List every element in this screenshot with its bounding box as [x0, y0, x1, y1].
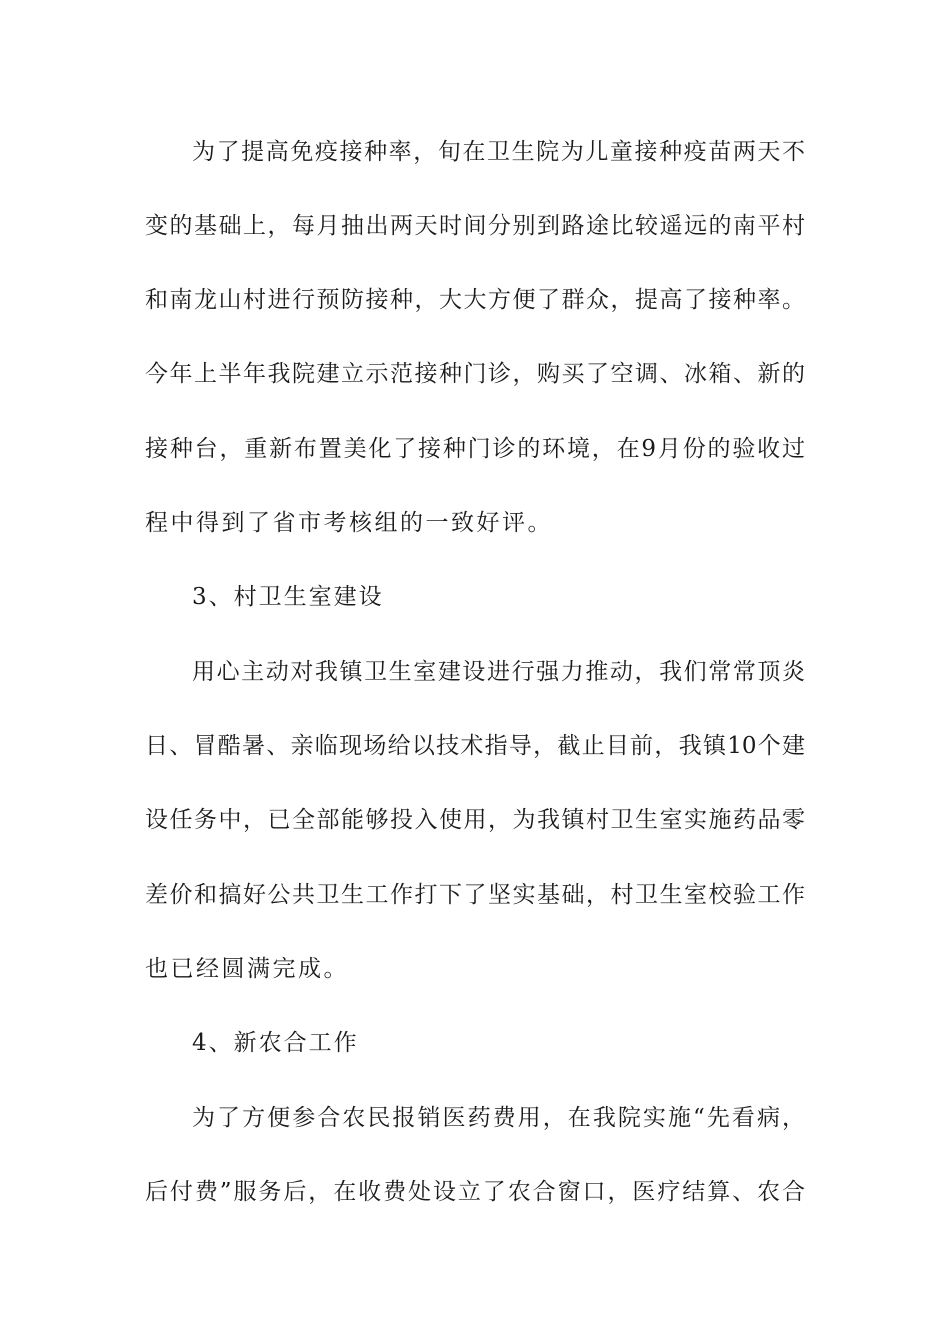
paragraph-line: 接种台，重新布置美化了接种门诊的环境，在9月份的验收过 [145, 436, 805, 462]
section-heading: 3、村卫生室建设 [192, 584, 384, 610]
paragraph-line: 今年上半年我院建立示范接种门诊，购买了空调、冰箱、新的 [145, 361, 805, 387]
paragraph-line: 程中得到了省市考核组的一致好评。 [145, 510, 553, 536]
paragraph-line: 为了提高免疫接种率，旬在卫生院为儿童接种疫苗两天不 [192, 139, 805, 165]
paragraph-line: 设任务中，已全部能够投入使用，为我镇村卫生室实施药品零 [145, 807, 805, 833]
paragraph-line: 变的基础上，每月抽出两天时间分别到路途比较遥远的南平村 [145, 213, 805, 239]
paragraph-line: 后付费”服务后，在收费处设立了农合窗口，医疗结算、农合 [145, 1179, 805, 1205]
paragraph-line: 日、冒酷暑、亲临现场给以技术指导，截止目前，我镇10个建 [145, 733, 805, 759]
section-heading: 4、新农合工作 [192, 1030, 359, 1056]
paragraph-line: 为了方便参合农民报销医药费用，在我院实施“先看病， [192, 1105, 805, 1131]
paragraph-line: 和南龙山村进行预防接种，大大方便了群众，提高了接种率。 [145, 287, 805, 313]
paragraph-line: 用心主动对我镇卫生室建设进行强力推动，我们常常顶炎 [192, 659, 805, 685]
paragraph-line: 也已经圆满完成。 [145, 956, 349, 982]
paragraph-line: 差价和搞好公共卫生工作打下了坚实基础，村卫生室校验工作 [145, 882, 805, 908]
